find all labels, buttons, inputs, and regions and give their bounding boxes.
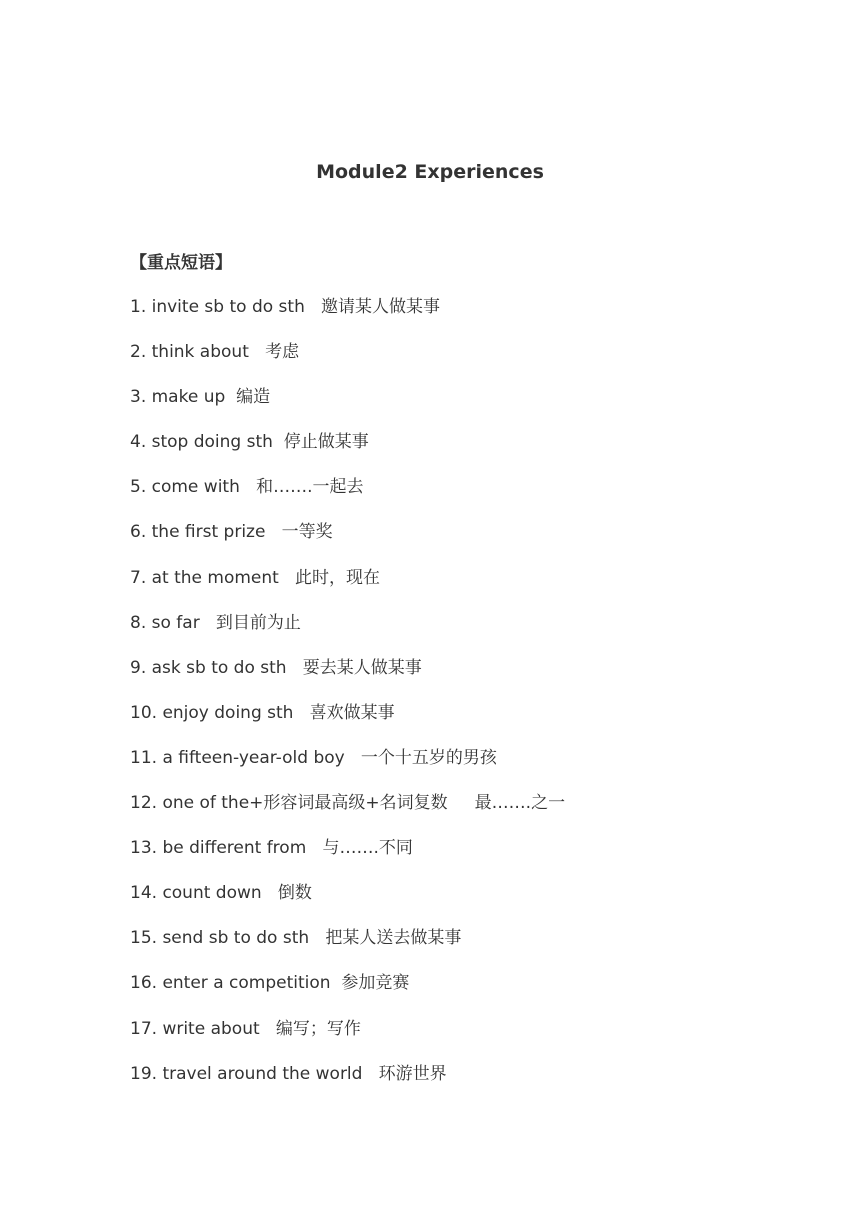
- phrase-item-1: 1. invite sb to do sth 邀请某人做某事: [130, 297, 441, 317]
- phrase-item-11: 11. a fifteen-year-old boy 一个十五岁的男孩: [130, 747, 497, 768]
- phrase-item-4: 4. stop doing sth 停止做某事: [130, 432, 369, 453]
- phrase-item-13: 13. be different from 与…….不同: [130, 838, 413, 859]
- phrase-item-2: 2. think about 考虑: [130, 342, 300, 363]
- phrase-list: [130, 295, 565, 1107]
- phrase-item-9: 9. ask sb to do sth 要去某人做某事: [130, 657, 422, 678]
- phrase-item-12: 12. one of the+形容词最高级+名词复数 最…….之一: [130, 793, 566, 814]
- phrase-item-6: 6. the first prize 一等奖: [130, 522, 333, 543]
- section-heading-key-phrases: 【重点短语】: [130, 253, 232, 273]
- phrase-item-3: 3. make up 编造: [130, 387, 271, 408]
- phrase-item-5: 5. come with 和…….一起去: [130, 477, 364, 498]
- phrase-item-19: 19. travel around the world 环游世界: [130, 1063, 447, 1084]
- document-title: Module2 Experiences: [316, 161, 544, 183]
- phrase-item-8: 8. so far 到目前为止: [130, 612, 301, 633]
- phrase-item-7: 7. at the moment 此时，现在: [130, 567, 381, 588]
- phrase-item-16: 16. enter a competition 参加竞赛: [130, 973, 410, 994]
- phrase-item-15: 15. send sb to do sth 把某人送去做某事: [130, 928, 462, 949]
- phrase-item-17: 17. write about 编写；写作: [130, 1018, 361, 1039]
- phrase-item-14: 14. count down 倒数: [130, 883, 312, 904]
- phrase-item-10: 10. enjoy doing sth 喜欢做某事: [130, 702, 395, 723]
